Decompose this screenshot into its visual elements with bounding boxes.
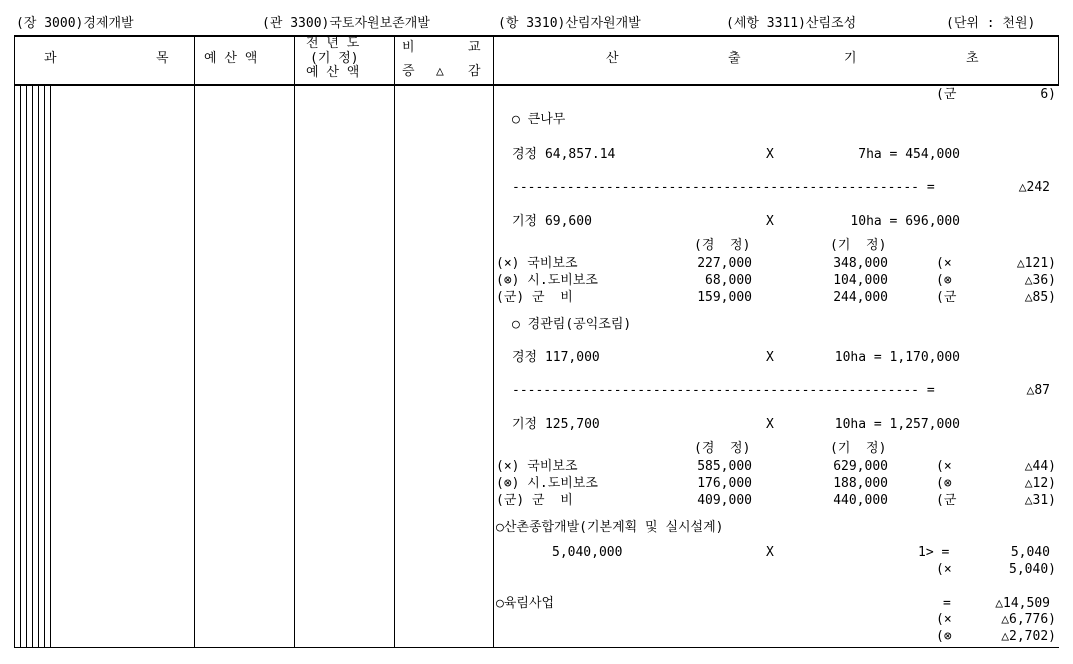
s2-row-tag: (⊗	[936, 476, 952, 491]
s2-row-diff: △44)	[1024, 459, 1056, 474]
header-prev-1: 전 년 도	[306, 36, 360, 51]
s1-revised-x: X	[766, 147, 774, 162]
header-compare-d: △	[436, 64, 444, 79]
s3-amount: 5,040,000	[552, 545, 623, 560]
s1-row-revised: 68,000	[705, 273, 752, 288]
section-title-sanchon: ○산촌종합개발(기본계획 및 실시설계)	[496, 520, 724, 535]
gun-value: 6)	[1040, 87, 1056, 102]
col-divider-compare	[394, 35, 395, 647]
s1-dash-diff: △242	[1018, 180, 1050, 195]
s1-row-original: 104,000	[833, 273, 888, 288]
col-divider-basis	[493, 35, 494, 647]
s1-revised-label: 경정 64,857.14	[512, 147, 616, 162]
s3-value-2: 5,040)	[1009, 562, 1056, 577]
s2-row-label: (×) 국비보조	[496, 459, 578, 474]
s2-row-revised: 585,000	[697, 459, 752, 474]
gwamok-stripe	[50, 86, 51, 647]
s1-revised-calc: 7ha = 454,000	[858, 147, 960, 162]
s1-original-calc: 10ha = 696,000	[850, 214, 960, 229]
header-gwamok-a: 과	[44, 51, 57, 66]
s2-revised-x: X	[766, 350, 774, 365]
gwamok-stripe	[20, 86, 21, 647]
s2-row-revised: 409,000	[697, 493, 752, 508]
s2-dash-line: ---------------------------------------------------- =	[512, 383, 935, 398]
header-compare-b: 교	[468, 40, 481, 55]
s1-row-label: (×) 국비보조	[496, 256, 578, 271]
table-right-border	[1058, 35, 1059, 85]
s1-row-label: (군) 군 비	[496, 290, 573, 305]
header-basis-1: 산	[606, 51, 619, 66]
s1-row-original: 348,000	[833, 256, 888, 271]
header-basis-3: 기	[844, 51, 857, 66]
col-divider-budget	[194, 35, 195, 647]
s2-revised-calc: 10ha = 1,170,000	[834, 350, 960, 365]
s2-row-label: (⊗) 시.도비보조	[496, 476, 598, 491]
s2-row-tag: (×	[936, 459, 952, 474]
header-prev-2: (기 정)	[310, 51, 359, 66]
header-bottom-border	[14, 84, 1059, 86]
section-title-yukrim: ○육림사업	[496, 596, 555, 611]
header-gwamok-b: 목	[156, 51, 169, 66]
table-top-border	[14, 35, 1059, 37]
header-prev-3: 예 산 액	[306, 65, 360, 80]
s4-eq: =	[943, 596, 951, 611]
s2-row-label: (군) 군 비	[496, 493, 573, 508]
s2-col-original: (기 정)	[830, 441, 887, 456]
s1-row-diff: △121)	[1016, 256, 1056, 271]
s1-row-label: (⊗) 시.도비보조	[496, 273, 598, 288]
gwamok-stripe	[32, 86, 33, 647]
s4-value: △14,509	[995, 596, 1050, 611]
header-compare-e: 감	[468, 64, 481, 79]
gwan-label: (관 3300)국토자원보존개발	[262, 16, 430, 31]
s1-row-original: 244,000	[833, 290, 888, 305]
s2-row-tag: (군	[936, 493, 957, 508]
header-basis-2: 출	[728, 51, 741, 66]
s2-original-label: 기정 125,700	[512, 417, 600, 432]
s2-row-original: 629,000	[833, 459, 888, 474]
s1-original-x: X	[766, 214, 774, 229]
s2-row-diff: △12)	[1024, 476, 1056, 491]
header-compare-c: 증	[402, 64, 415, 79]
unit-label: (단위 : 천원)	[946, 16, 1036, 31]
gwamok-stripe	[44, 86, 45, 647]
section-title-keunnamu: ○ 큰나무	[512, 112, 566, 127]
header-basis-4: 초	[966, 51, 979, 66]
header-compare-a: 비	[402, 40, 415, 55]
s1-row-diff: △36)	[1024, 273, 1056, 288]
s3-x: X	[766, 545, 774, 560]
sehang-label: (세항 3311)산림조성	[726, 16, 857, 31]
s2-revised-label: 경정 117,000	[512, 350, 600, 365]
hang-label: (항 3310)산림자원개발	[498, 16, 641, 31]
jang-label: (장 3000)경제개발	[16, 16, 134, 31]
s3-calc: 1> =	[918, 545, 950, 560]
s2-row-original: 188,000	[833, 476, 888, 491]
table-bottom-border	[14, 647, 1059, 648]
s1-row-diff: △85)	[1024, 290, 1056, 305]
s2-col-revised: (경 정)	[694, 441, 751, 456]
s1-row-tag: (×	[936, 256, 952, 271]
s4-value-1: △6,776)	[1001, 612, 1056, 627]
s2-original-x: X	[766, 417, 774, 432]
s1-row-tag: (군	[936, 290, 957, 305]
s2-original-calc: 10ha = 1,257,000	[834, 417, 960, 432]
header-budget: 예 산 액	[204, 51, 258, 66]
gwamok-stripe	[38, 86, 39, 647]
section-title-gyeonggwan: ○ 경관림(공익조림)	[512, 317, 632, 332]
s1-col-original: (기 정)	[830, 238, 887, 253]
s1-dash-line: ---------------------------------------------------- =	[512, 180, 935, 195]
s4-tag-2: (⊗	[936, 629, 952, 644]
s3-value: 5,040	[1010, 545, 1050, 560]
gwamok-stripe	[26, 86, 27, 647]
col-divider-prev	[294, 35, 295, 647]
s1-row-tag: (⊗	[936, 273, 952, 288]
s1-original-label: 기정 69,600	[512, 214, 592, 229]
s1-col-revised: (경 정)	[694, 238, 751, 253]
s2-row-original: 440,000	[833, 493, 888, 508]
s3-tag: (×	[936, 562, 952, 577]
s1-row-revised: 227,000	[697, 256, 752, 271]
s1-row-revised: 159,000	[697, 290, 752, 305]
s2-row-revised: 176,000	[697, 476, 752, 491]
s4-tag-1: (×	[936, 612, 952, 627]
table-left-border	[14, 35, 15, 647]
s2-dash-diff: △87	[1026, 383, 1050, 398]
gun-tag: (군	[936, 87, 957, 102]
s4-value-2: △2,702)	[1001, 629, 1056, 644]
s2-row-diff: △31)	[1024, 493, 1056, 508]
